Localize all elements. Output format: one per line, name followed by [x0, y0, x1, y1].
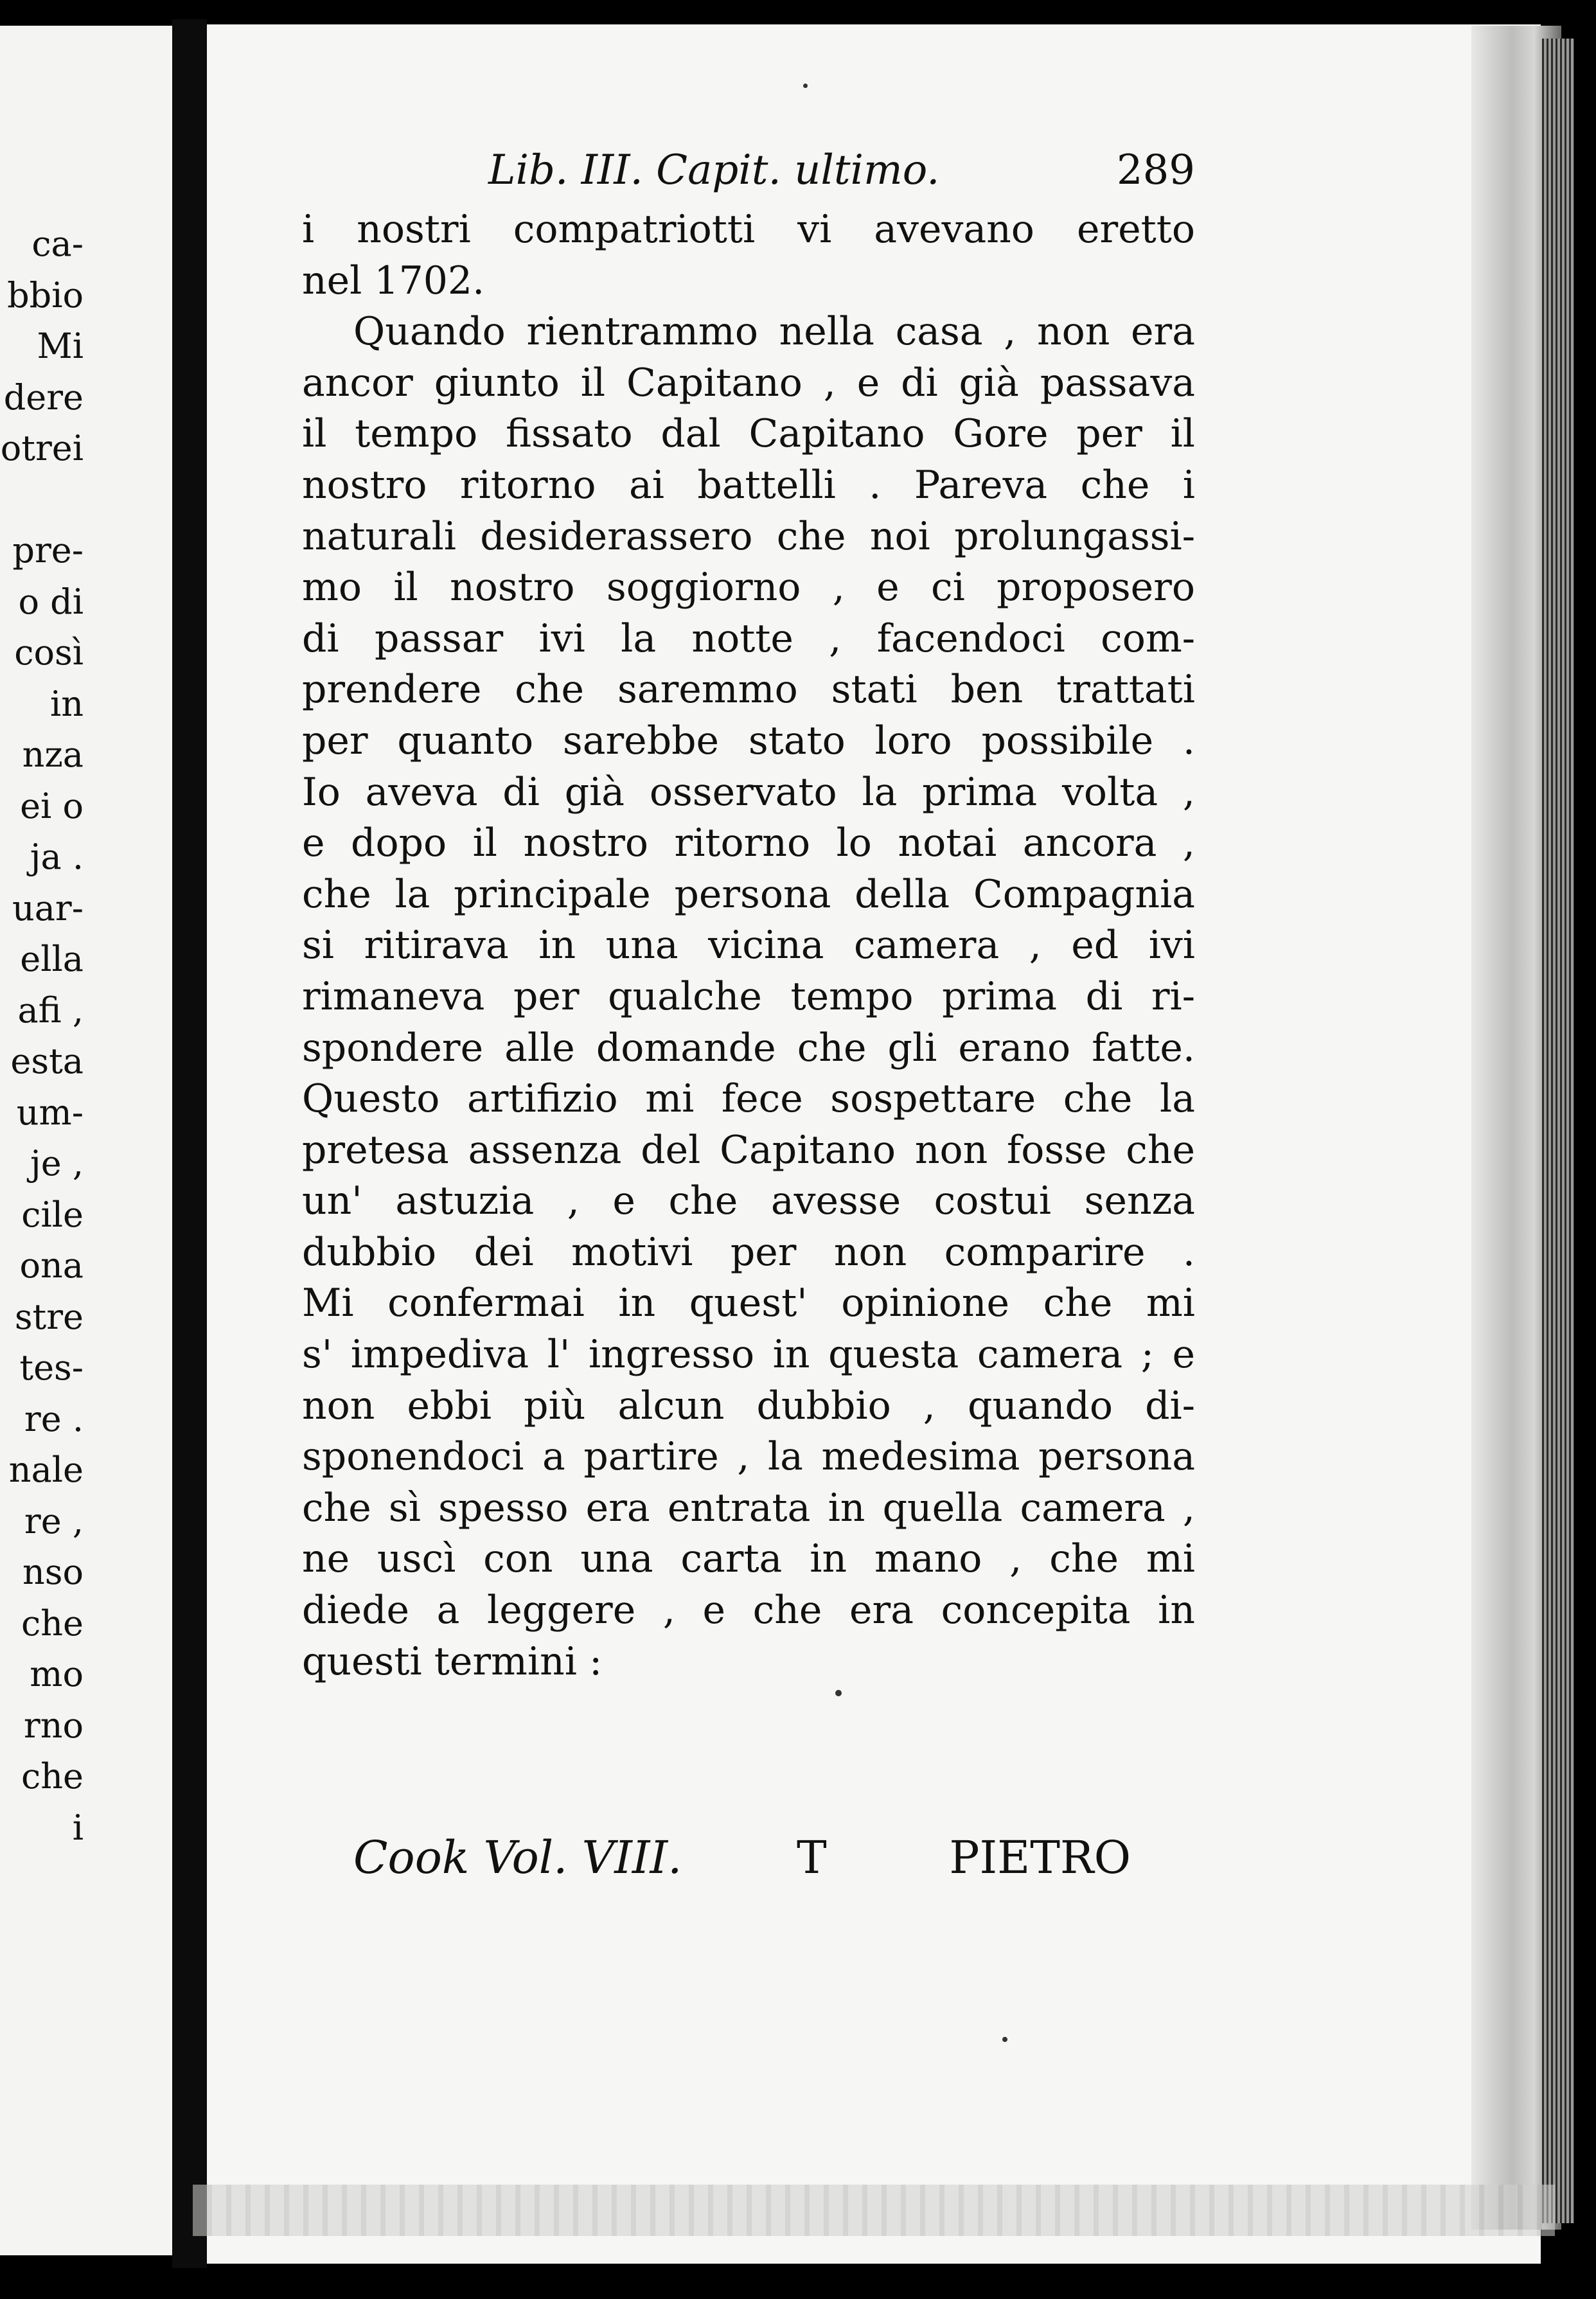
page-bottom-edge — [193, 2185, 1555, 2236]
text-line: ne uscì con una carta in mano , che mi — [302, 1536, 1195, 1582]
running-title: Lib. III. Capit. ultimo. — [488, 146, 940, 194]
body-text — [302, 204, 1195, 1687]
left-page-line — [0, 474, 84, 526]
text-line: non ebbi più alcun dubbio , quando di- — [302, 1383, 1195, 1428]
text-line: dubbio dei motivi per non comparire . — [302, 1229, 1195, 1275]
text-line: di passar ivi la notte , facendoci com- — [302, 616, 1195, 661]
text-line: il tempo fissato dal Capitano Gore per il — [302, 411, 1195, 457]
left-page-line: ca- — [31, 224, 84, 264]
left-page-line: esta — [10, 1041, 84, 1081]
left-page-line: così — [14, 632, 84, 673]
left-page-line: je , — [30, 1143, 84, 1184]
left-page-line: re . — [24, 1398, 84, 1439]
left-page-line: ei o — [20, 785, 84, 826]
left-page-line: che — [21, 1756, 84, 1797]
left-page-line: nso — [22, 1552, 84, 1592]
text-line: diede a leggere , e che era concepita in — [302, 1588, 1195, 1633]
left-page-line: in — [49, 683, 84, 724]
text-line: si ritirava in una vicina camera , ed ivi — [302, 923, 1195, 968]
ink-speck — [1002, 2037, 1007, 2042]
page-footer — [353, 1831, 1208, 1895]
left-page-line: re , — [24, 1500, 84, 1541]
text-line: pretesa assenza del Capitano non fosse che — [302, 1127, 1195, 1173]
text-line: sponendoci a partire , la medesima persona — [302, 1434, 1195, 1480]
left-page-line: stre — [14, 1296, 84, 1337]
left-page-line: i — [72, 1807, 84, 1848]
left-page-line: afi , — [17, 990, 84, 1031]
text-line: Quando rientrammo nella casa , non era — [353, 309, 1195, 355]
text-line: Questo artifizio mi fece sospettare che la — [302, 1076, 1195, 1122]
left-page-line: ella — [20, 939, 84, 979]
text-line: mo il nostro soggiorno , e ci proposero — [302, 565, 1195, 610]
left-page-line: cile — [21, 1194, 84, 1235]
left-page-line: Mi — [37, 326, 84, 366]
left-page-line: che — [21, 1602, 84, 1644]
text-line: spondere alle domande che gli erano fatte. — [302, 1025, 1195, 1070]
signature-mark: T — [797, 1831, 827, 1884]
text-line: ancor giunto il Capitano , e di già passava — [302, 360, 1195, 405]
left-page-line: ona — [19, 1245, 84, 1286]
text-line: e dopo il nostro ritorno lo notai ancora , — [302, 821, 1195, 866]
text-line: questi termini : — [302, 1638, 603, 1684]
catchword: PIETRO — [949, 1831, 1131, 1884]
text-line: nostro ritorno ai battelli . Pareva che i — [302, 462, 1195, 508]
book-gutter — [172, 19, 207, 2268]
left-page-line: um- — [16, 1092, 84, 1133]
volume-signature: Cook Vol. VIII. — [353, 1831, 682, 1884]
left-page-line: uar- — [12, 887, 84, 928]
text-line: s' impediva l' ingresso in questa camera ; e — [302, 1332, 1195, 1378]
text-line: i nostri compatriotti vi avevano eretto — [302, 207, 1195, 252]
page-stack-edge — [1542, 39, 1574, 2223]
text-line: un' astuzia , e che avesse costui senza — [302, 1178, 1195, 1224]
page-number: 289 — [1116, 146, 1195, 194]
text-line: rimaneva per qualche tempo prima di ri- — [302, 973, 1195, 1019]
running-header — [488, 146, 1195, 204]
text-line: prendere che saremmo stati ben trattati — [302, 667, 1195, 713]
left-page-text — [0, 218, 84, 1853]
left-page-line: ja . — [30, 837, 84, 877]
left-page-line: mo — [30, 1654, 84, 1694]
text-line: che la principale persona della Compagnia — [302, 871, 1195, 917]
text-line: Mi confermai in quest' opinione che mi — [302, 1281, 1195, 1326]
left-page-line: tes- — [19, 1347, 84, 1388]
left-page-line: o di — [18, 581, 84, 622]
left-page-line: rno — [23, 1705, 84, 1746]
text-line: che sì spesso era entrata in quella camera , — [302, 1485, 1195, 1531]
left-page-line: otrei — [0, 428, 84, 468]
ink-speck — [835, 1690, 842, 1696]
text-line: nel 1702. — [302, 258, 485, 303]
left-page-line: dere — [3, 377, 84, 418]
ink-speck — [803, 84, 808, 88]
left-page-line: bbio — [7, 274, 84, 315]
text-line: naturali desiderassero che noi prolungassi- — [302, 513, 1195, 559]
text-line: Io aveva di già osservato la prima volta , — [302, 769, 1195, 815]
left-page-line: pre- — [12, 530, 84, 571]
text-line: per quanto sarebbe stato loro possibile . — [302, 718, 1195, 763]
left-page-line: nale — [8, 1450, 84, 1490]
left-page-line: nza — [22, 734, 84, 775]
